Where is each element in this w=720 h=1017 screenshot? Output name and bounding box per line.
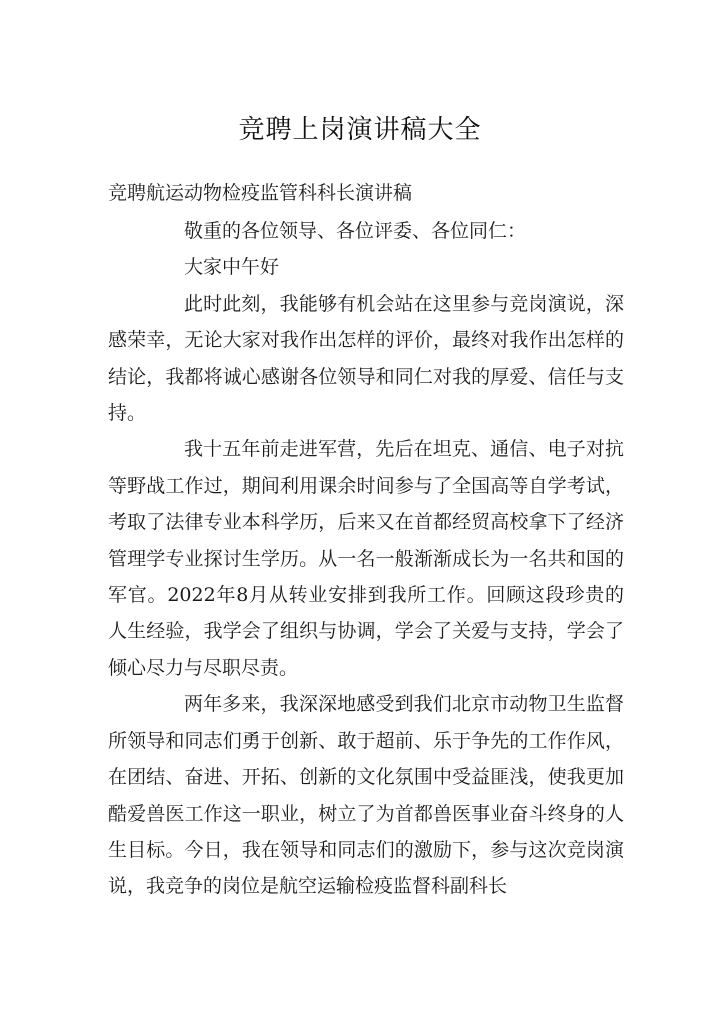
body-paragraph: 我十五年前走进军营，先后在坦克、通信、电子对抗等野战工作过，期间利用课余时间参与了全国高等自学考试，考取了法律专业本科学历，后来又在首都经贸高校拿下了经济管理学专业探讨生学历。从一名一般渐渐成长为一名共和国的军官。2022年8月从转业安排到我所工作。回顾这段珍贵的人生经验，我学会了组织与协调，学会了关爱与支持，学会了倾心尽力与尽职尽责。	[108, 438, 624, 679]
document-subtitle: 竞聘航运动物检疫监管科科长演讲稿	[108, 182, 413, 204]
document-body	[108, 213, 624, 905]
greeting-paragraph: 大家中午好	[184, 256, 280, 279]
body-paragraph: 此时此刻，我能够有机会站在这里参与竞岗演说，深感荣幸，无论大家对我作出怎样的评价，最终对我作出怎样的结论，我都将诚心感谢各位领导和同仁对我的厚爱、信任与支持。	[108, 292, 624, 425]
body-paragraph: 两年多来，我深深地感受到我们北京市动物卫生监督所领导和同志们勇于创新、敢于超前、乐于争先的工作作风，在团结、奋进、开拓、创新的文化氛围中受益匪浅，使我更加酷爱兽医工作这一职业，树立了为首都兽医事业奋斗终身的人生目标。今日，我在领导和同志们的激励下，参与这次竞岗演说，我竞争的岗位是航空运输检疫监督科副科长	[108, 693, 624, 898]
salutation-paragraph: 敬重的各位领导、各位评委、各位同仁：	[184, 220, 527, 242]
document-title: 竞聘上岗演讲稿大全	[238, 115, 482, 145]
